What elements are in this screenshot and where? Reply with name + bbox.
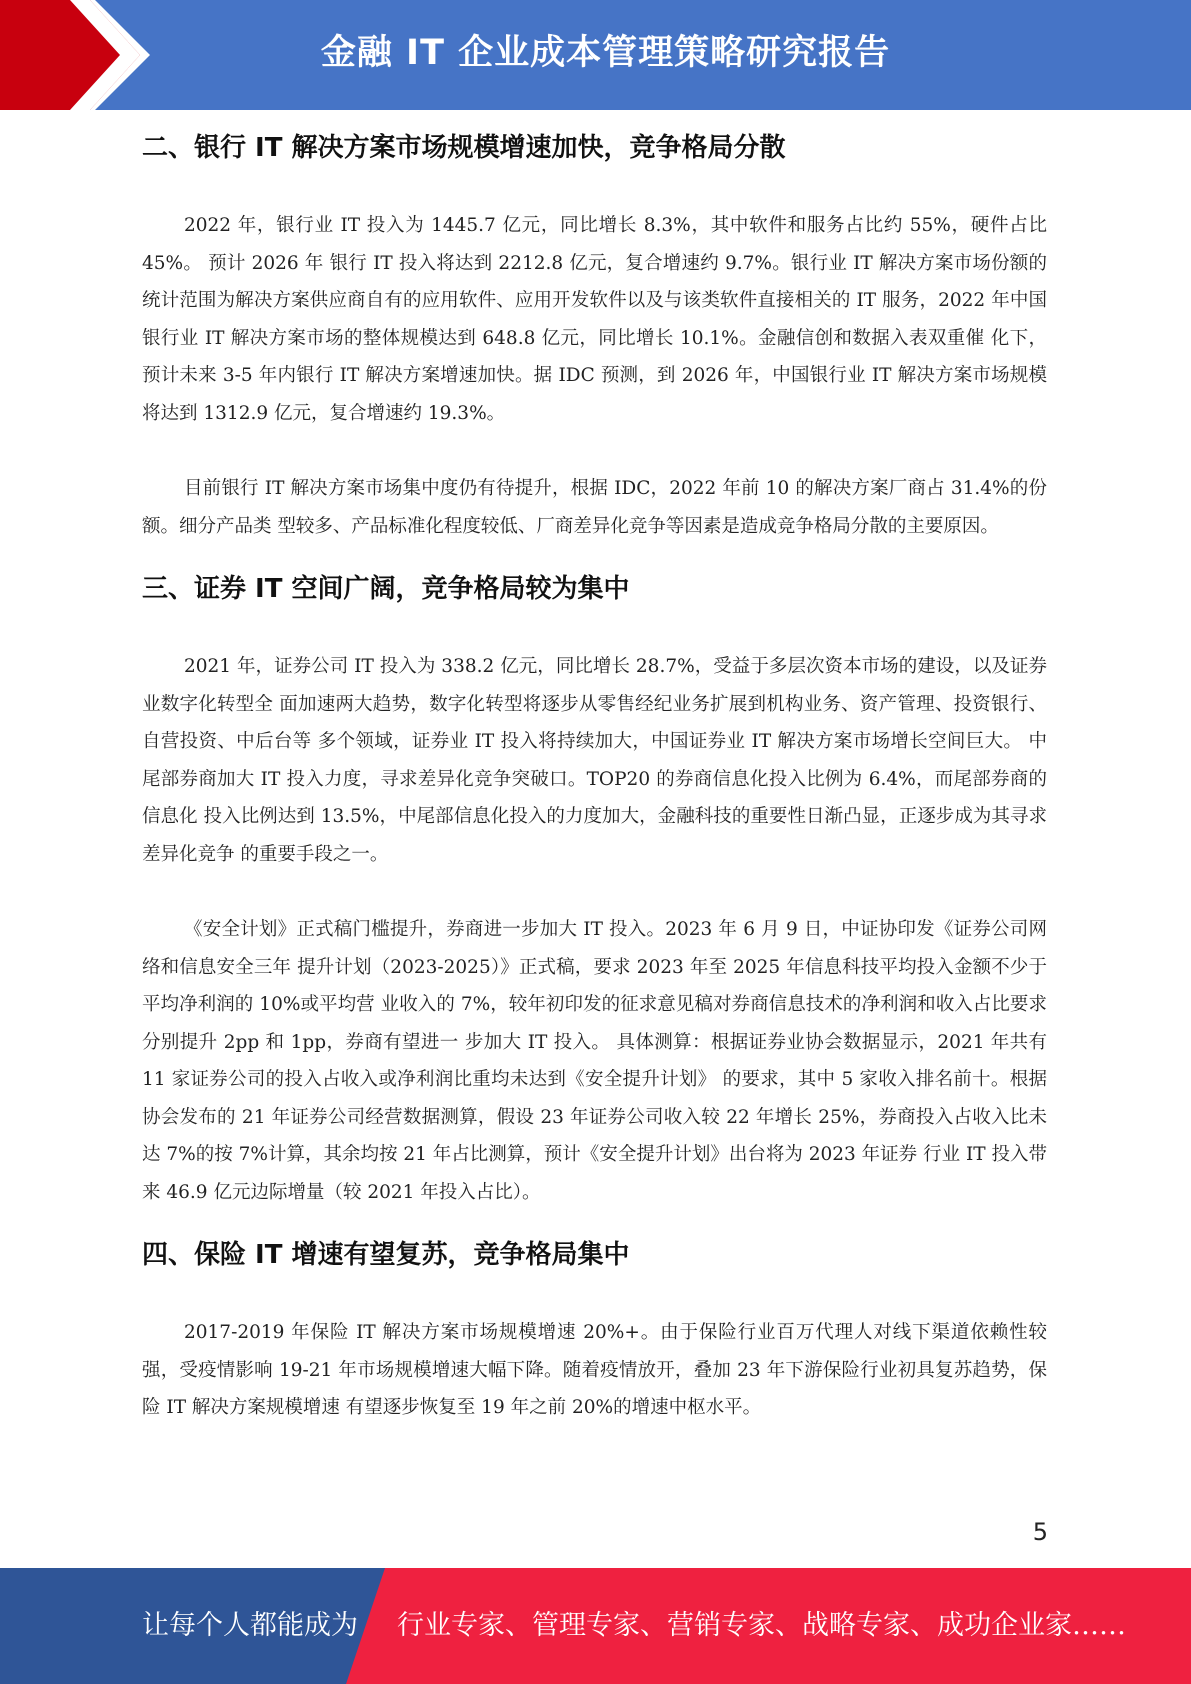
section-heading-bank: 二、银行 IT 解决方案市场规模增速加快，竞争格局分散 — [142, 133, 786, 163]
paragraph: 目前银行 IT 解决方案市场集中度仍有待提升，根据 IDC，2022 年前 10 的解决方案厂商占 31.4%的份额。细分产品类 型较多、产品标准化程度较低、厂商差异化竞争等因素是造成竞争格局分散的主要原因。 — [142, 478, 1047, 537]
report-title: 金融 IT 企业成本管理策略研究报告 — [320, 33, 891, 73]
paragraph: 2022 年，银行业 IT 投入为 1445.7 亿元，同比增长 8.3%，其中软件和服务占比约 55%，硬件占比 45%。 预计 2026 年 银行 IT 投入将达到 2212.8 亿元，复合增速约 9.7%。银行业 IT 解决方案市场份额的统计范围为解决方案供应商自有的应用软件、应用开发软件以及与该类软件直接相关的 IT 服务，2022 年中国银行业 IT 解决方案市场的整体规模达到 648.8 亿元，同比增长 10.1%。金融信创和数据入表双重催 化下，预计未来 3-5 年内银行 IT 解决方案增速加快。据 IDC 预测，到 2026 年，中国银行业 IT 解决方案市场规模将达到 1312.9 亿元，复合增速约 19.3%。 — [142, 215, 1047, 424]
document-body — [142, 128, 1047, 1427]
page-number: 5 — [1032, 1518, 1048, 1546]
footer-slogan-right: 行业专家、管理专家、营销专家、战略专家、成功企业家…… — [397, 1610, 1126, 1641]
section-heading-securities: 三、证券 IT 空间广阔，竞争格局较为集中 — [142, 574, 630, 604]
paragraph: 2021 年，证券公司 IT 投入为 338.2 亿元，同比增长 28.7%，受益于多层次资本市场的建设，以及证券业数字化转型全 面加速两大趋势，数字化转型将逐步从零售经纪业务扩展到机构业务、资产管理、投资银行、自营投资、中后台等 多个领域，证券业 IT 投入将持续加大，中国证券业 IT 解决方案市场增长空间巨大。 中尾部券商加大 IT 投入力度，寻求差异化竞争突破口。TOP20 的券商信息化投入比例为 6.4%，而尾部券商的信息化 投入比例达到 13.5%，中尾部信息化投入的力度加大，金融科技的重要性日渐凸显，正逐步成为其寻求差异化竞争 的重要手段之一。 — [142, 656, 1047, 865]
page-header — [0, 0, 1191, 110]
page-footer — [0, 1568, 1191, 1684]
section-heading-insurance: 四、保险 IT 增速有望复苏，竞争格局集中 — [142, 1240, 630, 1270]
paragraph: 2017-2019 年保险 IT 解决方案市场规模增速 20%+。由于保险行业百万代理人对线下渠道依赖性较强，受疫情影响 19-21 年市场规模增速大幅下降。随着疫情放开，叠加 23 年下游保险行业初具复苏趋势，保险 IT 解决方案规模增速 有望逐步恢复至 19 年之前 20%的增速中枢水平。 — [142, 1322, 1047, 1418]
paragraph: 《安全计划》正式稿门槛提升，券商进一步加大 IT 投入。2023 年 6 月 9 日，中证协印发《证券公司网络和信息安全三年 提升计划（2023-2025）》正式稿，要求 2023 年至 2025 年信息科技平均投入金额不少于平均净利润的 10%或平均营 业收入的 7%，较年初印发的征求意见稿对券商信息技术的净利润和收入占比要求分别提升 2pp 和 1pp，券商有望进一 步加大 IT 投入。 具体测算：根据证券业协会数据显示，2021 年共有 11 家证券公司的投入占收入或净利润比重均未达到《安全提升计划》 的要求，其中 5 家收入排名前十。根据协会发布的 21 年证券公司经营数据测算，假设 23 年证券公司收入较 22 年增长 25%，券商投入占收入比未达 7%的按 7%计算，其余均按 21 年占比测算，预计《安全提升计划》出台将为 2023 年证券 行业 IT 投入带来 46.9 亿元边际增量（较 2021 年投入占比）。 — [142, 919, 1047, 1203]
footer-slogan-left: 让每个人都能成为 — [142, 1610, 358, 1641]
